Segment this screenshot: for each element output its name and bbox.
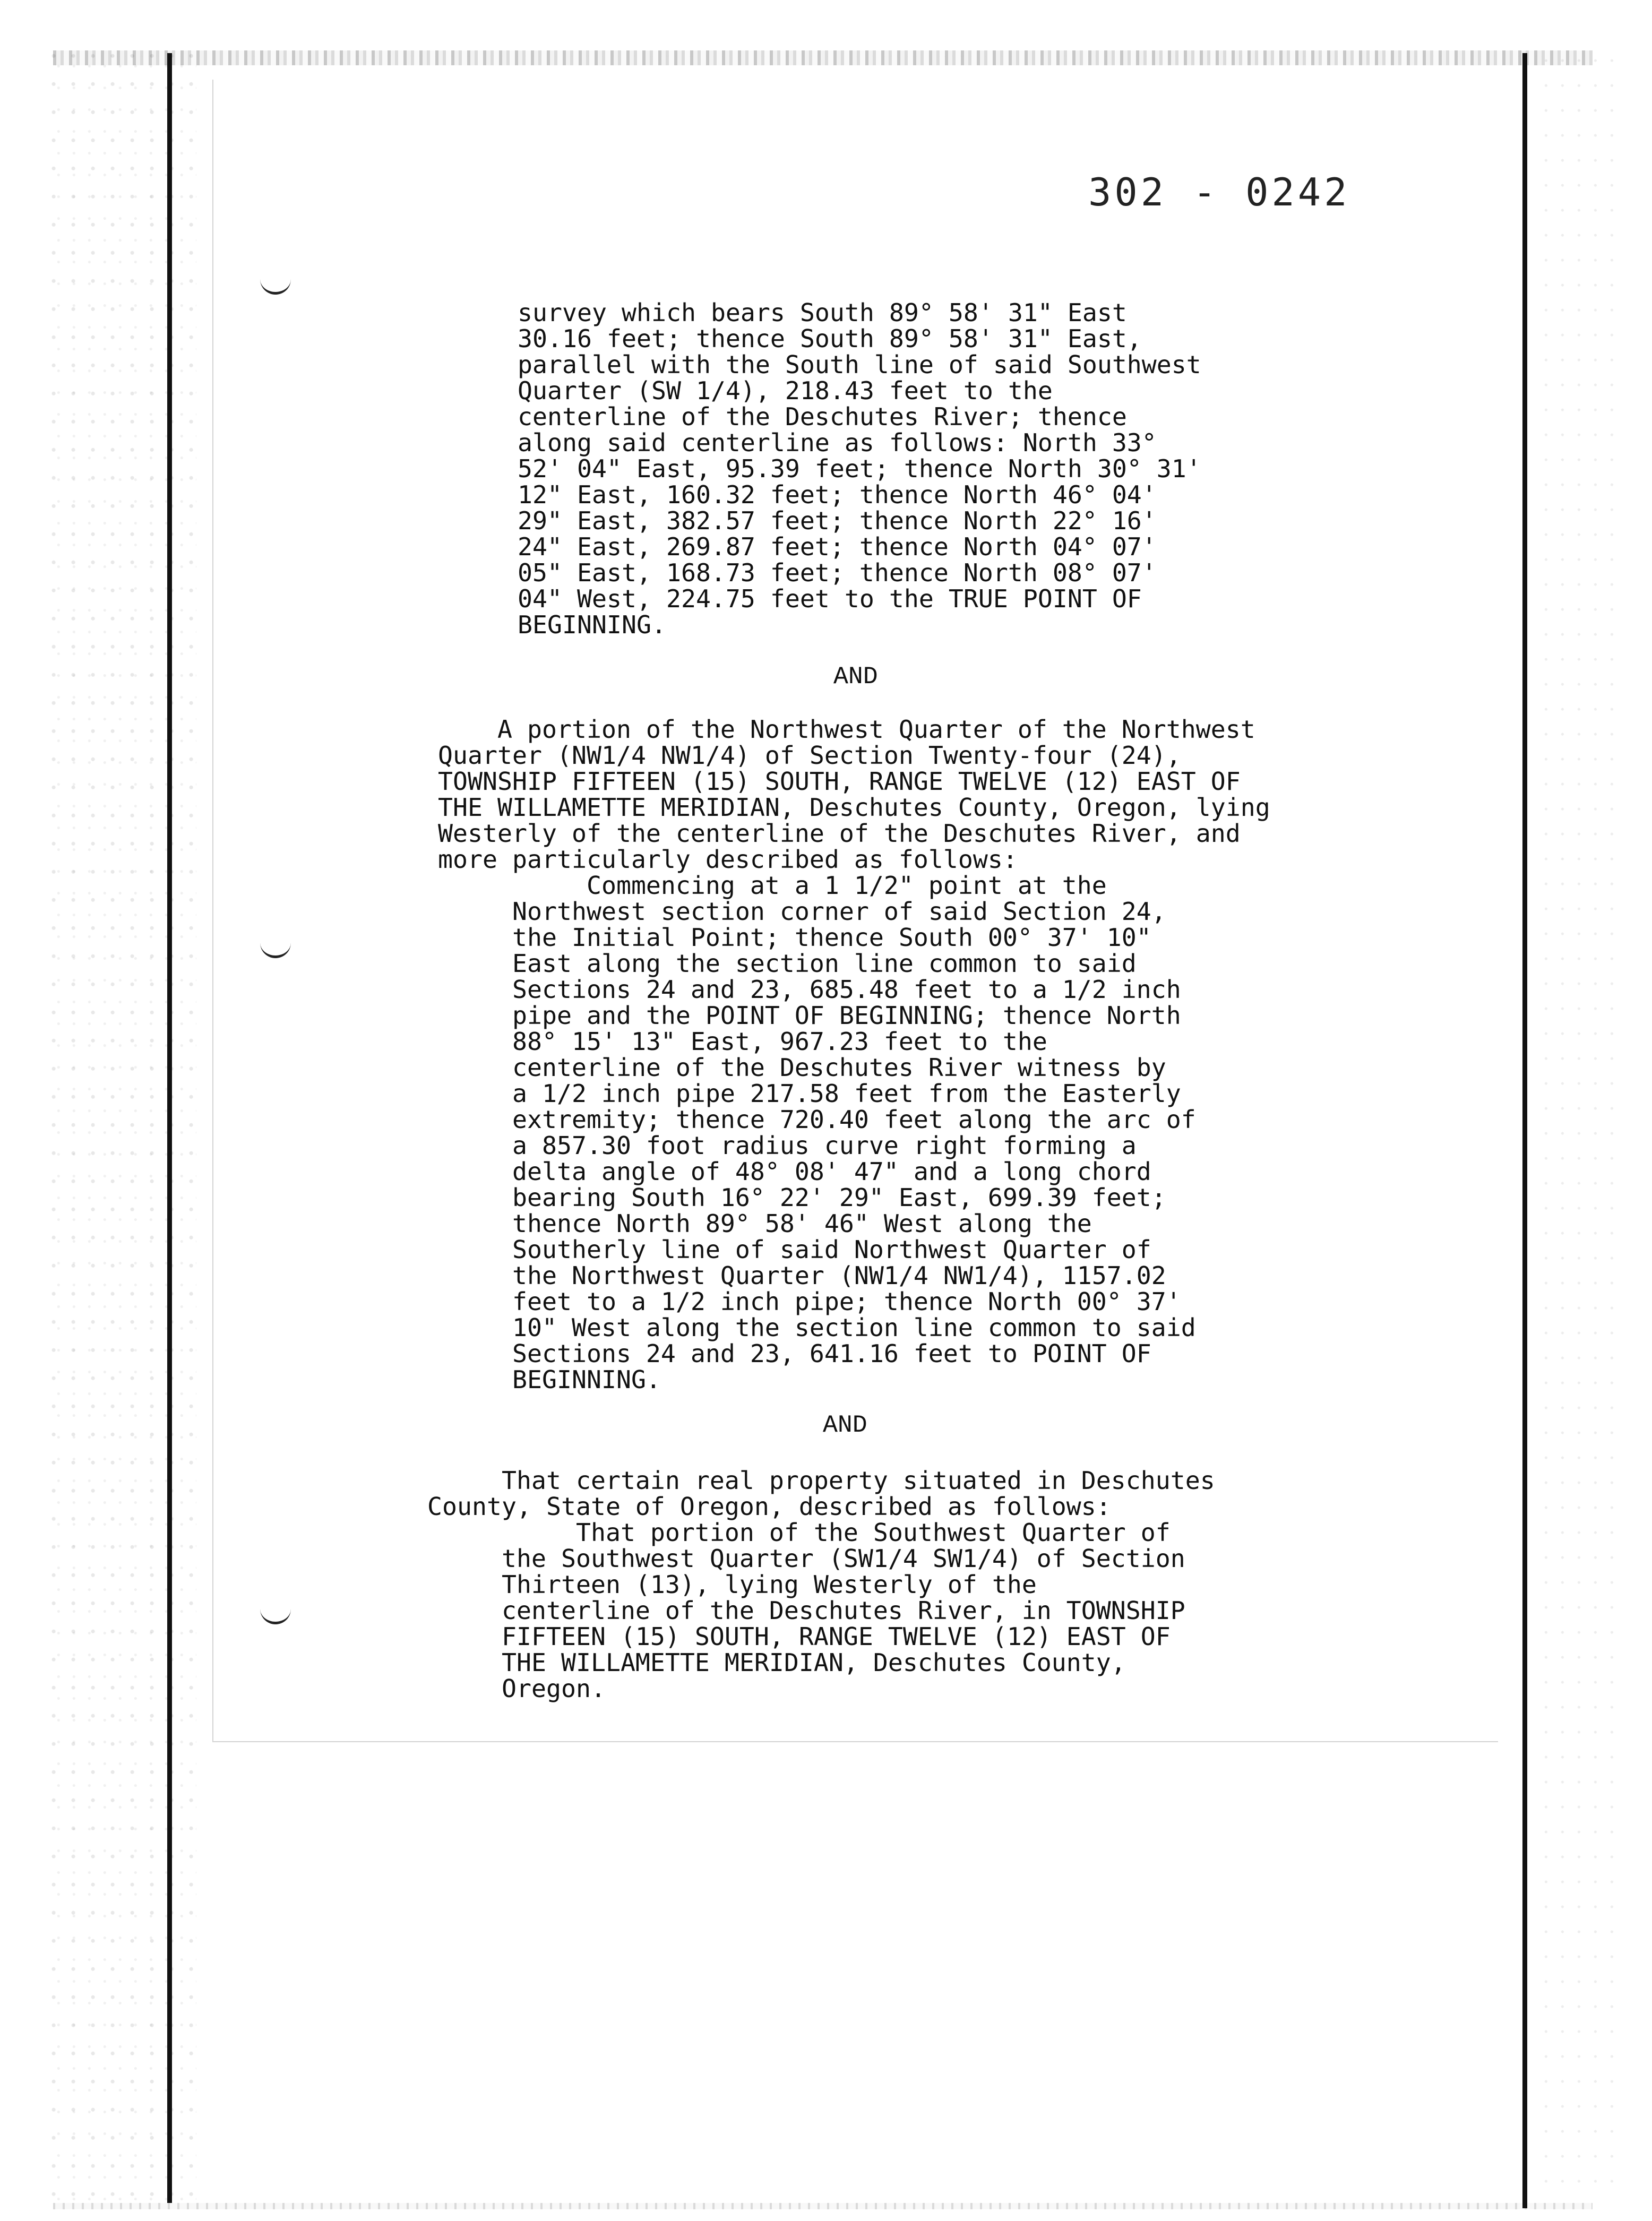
text-line: Commencing at a 1 1/2" point at the bbox=[438, 871, 1107, 900]
text-line: 10" West along the section line common to said bbox=[438, 1313, 1196, 1342]
right-binding-rule bbox=[1522, 53, 1527, 2208]
text-line: extremity; thence 720.40 feet along the arc of bbox=[438, 1105, 1196, 1134]
text-line: along said centerline as follows: North 33° bbox=[518, 428, 1157, 457]
text-line: 24" East, 269.87 feet; thence North 04° 07' bbox=[518, 532, 1157, 561]
text-line: a 857.30 foot radius curve right forming a bbox=[438, 1131, 1137, 1160]
scan-top-edge bbox=[53, 50, 1593, 65]
text-line: Quarter (SW 1/4), 218.43 feet to the bbox=[518, 376, 1053, 405]
text-line: That certain real property situated in Deschutes bbox=[427, 1466, 1215, 1495]
paragraph-sw-quarter-description bbox=[427, 1468, 1215, 1702]
text-line: 05" East, 168.73 feet; thence North 08° 07' bbox=[518, 558, 1157, 587]
text-line: centerline of the Deschutes River, in TOWNSHIP bbox=[427, 1596, 1185, 1625]
text-line: parallel with the South line of said Southwest bbox=[518, 350, 1201, 379]
text-line: a 1/2 inch pipe 217.58 feet from the Easterly bbox=[438, 1079, 1181, 1108]
text-line: 29" East, 382.57 feet; thence North 22° 16' bbox=[518, 506, 1157, 535]
text-line: more particularly described as follows: bbox=[438, 845, 1018, 874]
right-margin-scan-noise bbox=[1539, 53, 1619, 2203]
text-line: THE WILLAMETTE MERIDIAN, Deschutes County, Oregon, lying bbox=[438, 793, 1270, 822]
left-binding-rule bbox=[167, 53, 172, 2203]
text-line: East along the section line common to said bbox=[438, 949, 1137, 978]
text-line: A portion of the Northwest Quarter of the Northwest bbox=[438, 715, 1255, 744]
text-line: THE WILLAMETTE MERIDIAN, Deschutes County, bbox=[427, 1648, 1126, 1677]
text-line: 30.16 feet; thence South 89° 58' 31" East, bbox=[518, 324, 1142, 353]
text-line: thence North 89° 58' 46" West along the bbox=[438, 1209, 1092, 1238]
text-line: TOWNSHIP FIFTEEN (15) SOUTH, RANGE TWELVE (12) EAST OF bbox=[438, 767, 1241, 796]
text-line: 88° 15' 13" East, 967.23 feet to the bbox=[438, 1027, 1047, 1056]
text-line: Southerly line of said Northwest Quarter of bbox=[438, 1235, 1151, 1264]
text-line: Northwest section corner of said Section 24, bbox=[438, 897, 1166, 926]
text-line: That portion of the Southwest Quarter of bbox=[427, 1518, 1171, 1547]
text-line: centerline of the Deschutes River witness by bbox=[438, 1053, 1166, 1082]
text-line: feet to a 1/2 inch pipe; thence North 00° 37' bbox=[438, 1287, 1181, 1316]
text-line: the Southwest Quarter (SW1/4 SW1/4) of Section bbox=[427, 1544, 1185, 1573]
text-line: Westerly of the centerline of the Deschutes River, and bbox=[438, 819, 1241, 848]
text-line: Sections 24 and 23, 685.48 feet to a 1/2 inch bbox=[438, 975, 1181, 1004]
text-line: County, State of Oregon, described as follows: bbox=[427, 1492, 1111, 1521]
text-line: Thirteen (13), lying Westerly of the bbox=[427, 1570, 1037, 1599]
text-line: BEGINNING. bbox=[438, 1365, 661, 1394]
text-line: the Northwest Quarter (NW1/4 NW1/4), 1157.02 bbox=[438, 1261, 1166, 1290]
separator-and: AND bbox=[833, 662, 878, 691]
text-line: Sections 24 and 23, 641.16 feet to POINT OF bbox=[438, 1339, 1151, 1368]
text-line: delta angle of 48° 08' 47" and a long chord bbox=[438, 1157, 1151, 1186]
text-line: Oregon. bbox=[427, 1674, 606, 1703]
text-line: 52' 04" East, 95.39 feet; thence North 30° 31' bbox=[518, 454, 1201, 483]
separator-and: AND bbox=[823, 1411, 867, 1439]
text-line: 04" West, 224.75 feet to the TRUE POINT OF bbox=[518, 584, 1142, 613]
text-line: 12" East, 160.32 feet; thence North 46° 04' bbox=[518, 480, 1157, 509]
text-line: FIFTEEN (15) SOUTH, RANGE TWELVE (12) EAST OF bbox=[427, 1622, 1171, 1651]
text-line: Quarter (NW1/4 NW1/4) of Section Twenty-four (24), bbox=[438, 741, 1181, 770]
text-line: BEGINNING. bbox=[518, 610, 666, 639]
paragraph-survey-continuation bbox=[518, 300, 1201, 638]
scan-bottom-edge bbox=[53, 2203, 1593, 2209]
text-line: centerline of the Deschutes River; thence bbox=[518, 402, 1127, 431]
paragraph-nw-quarter-description bbox=[438, 717, 1270, 1393]
left-margin-scan-noise bbox=[48, 53, 196, 2203]
page-number: 302 - 0242 bbox=[1088, 170, 1350, 214]
text-line: survey which bears South 89° 58' 31" East bbox=[518, 298, 1127, 327]
text-line: pipe and the POINT OF BEGINNING; thence North bbox=[438, 1001, 1181, 1030]
text-line: the Initial Point; thence South 00° 37' 10" bbox=[438, 923, 1151, 952]
text-line: bearing South 16° 22' 29" East, 699.39 feet; bbox=[438, 1183, 1166, 1212]
